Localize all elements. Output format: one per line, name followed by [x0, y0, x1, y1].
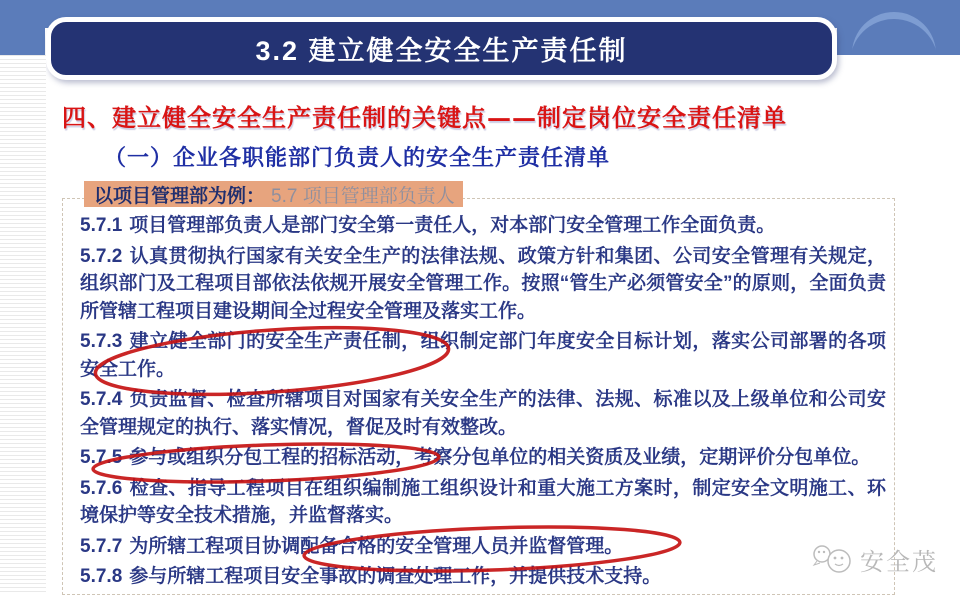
watermark-text: 安全茂 — [860, 549, 938, 576]
chat-bubbles-icon — [810, 543, 854, 577]
banner-right-block — [837, 0, 960, 55]
list-item — [80, 243, 886, 326]
item-text: 项目管理部负责人是部门安全第一责任人，对本部门安全管理工作全面负责。 — [129, 215, 776, 236]
item-text: 为所辖工程项目协调配备合格的安全管理人员并监督管理。 — [129, 535, 624, 557]
item-text: 参与或组织分包工程的招标活动，考察分包单位的相关资质及业绩，定期评价分包单位。 — [129, 447, 871, 468]
item-number: 5.7.3 — [80, 331, 123, 352]
slide-title: 3.2 建立健全安全生产责任制 — [255, 36, 628, 66]
item-number: 5.7.8 — [80, 566, 123, 587]
banner-left-block — [0, 0, 45, 55]
list-item — [80, 444, 886, 472]
section-heading: 四、建立健全安全生产责任制的关键点——制定岗位安全责任清单 — [62, 103, 787, 132]
item-text: 认真贯彻执行国家有关安全生产的法律法规、政策方针和集团、公司安全管理有关规定，组织部门及工程项目部依法依规开展安全管理工作。按照“管生产必须管安全”的原则，全面负责所管辖工程项目建设期间全过程安全管理及落实工作。 — [80, 245, 886, 322]
example-label-prefix: 以项目管理部为例： — [94, 185, 266, 207]
slide-title-plate — [46, 17, 837, 80]
item-number: 5.7.2 — [80, 245, 123, 267]
item-number: 5.7.1 — [80, 215, 123, 236]
left-margin-stripes — [0, 55, 46, 595]
crescent-arc-graphic — [837, 0, 960, 55]
list-item — [80, 475, 886, 530]
list-item — [80, 533, 886, 561]
list-item — [80, 212, 886, 240]
example-label — [84, 181, 463, 207]
item-text: 检查、指导工程项目在组织编制施工组织设计和重大施工方案时，制定安全文明施工、环境保护等安全技术措施，并监督落实。 — [80, 477, 886, 526]
item-text: 参与所辖工程项目安全事故的调查处理工作，并提供技术支持。 — [129, 566, 662, 587]
example-label-reference: 5.7 项目管理部负责人 — [271, 185, 455, 207]
list-item — [80, 328, 886, 383]
watermark — [810, 542, 938, 577]
list-item — [80, 563, 886, 591]
item-number: 5.7.6 — [80, 477, 123, 499]
item-text: 负责监督、检查所辖项目对国家有关安全生产的法律、法规、标准以及上级单位和公司安全管理规定的执行、落实情况，督促及时有效整改。 — [80, 389, 886, 438]
item-number: 5.7.4 — [80, 389, 123, 410]
list-item — [80, 386, 886, 441]
responsibility-list — [80, 212, 886, 594]
item-number: 5.7.7 — [80, 535, 123, 557]
item-number: 5.7.5 — [80, 447, 123, 468]
subsection-heading: （一）企业各职能部门负责人的安全生产责任清单 — [104, 145, 611, 170]
item-text: 建立健全部门的安全生产责任制，组织制定部门年度安全目标计划，落实公司部署的各项安全工作。 — [80, 331, 886, 380]
